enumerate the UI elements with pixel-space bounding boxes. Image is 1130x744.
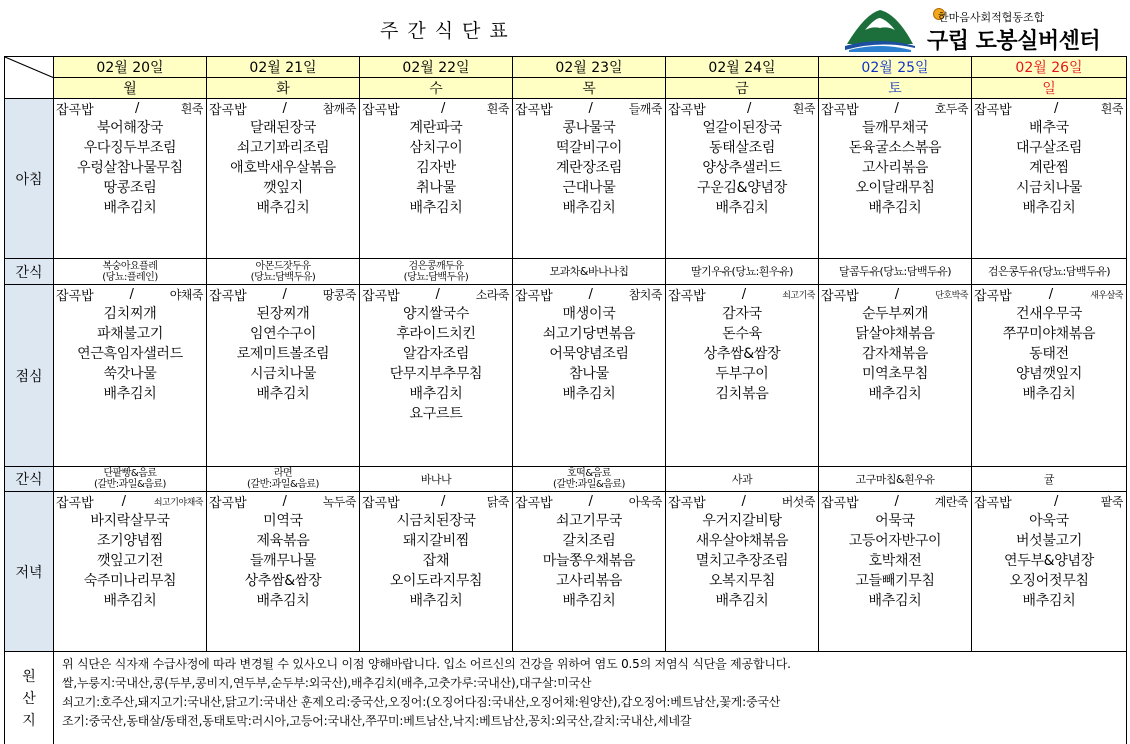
header [0, 0, 1130, 57]
dish-item: 배추김치 [256, 386, 310, 402]
snack-line: 달콤두유(당뇨:담백두유) [838, 265, 952, 278]
rice-line [972, 492, 1126, 511]
dish-item: 배추김치 [715, 593, 769, 609]
rice-label: 잡곡밥 [974, 496, 1012, 511]
date-cell: 02월 25일 [819, 57, 972, 78]
dish-item: 갈치조림 [562, 533, 616, 549]
dish-item: 상추쌈&쌈장 [244, 573, 322, 589]
dinner-cell [666, 492, 819, 652]
slash-separator: / [435, 287, 440, 302]
snack-line: (당뇨:플레인) [102, 271, 158, 283]
snack-cell [666, 467, 819, 492]
dish-item: 배추김치 [715, 200, 769, 216]
meal-label-lunch: 점심 [5, 285, 54, 467]
snack-line: 모과차&바나나칩 [549, 265, 629, 278]
rice-label: 잡곡밥 [362, 496, 400, 511]
dish-item: 들깨무나물 [249, 553, 317, 569]
snack-line: 사과 [731, 472, 753, 486]
meal-label-dinner: 저녁 [5, 492, 54, 652]
dish-item: 잡채 [422, 553, 450, 569]
dish-item: 연두부&양념장 [1004, 553, 1094, 569]
rice-label: 잡곡밥 [56, 289, 94, 304]
dish-item: 고등어자반구이 [848, 533, 942, 549]
dish-item: 고사리볶음 [861, 160, 929, 176]
dish-item: 멸치고추장조림 [695, 553, 789, 569]
rice-label: 잡곡밥 [515, 103, 553, 118]
slash-separator: / [741, 287, 747, 302]
porridge-label: 흰죽 [180, 102, 203, 116]
snack-cell [819, 467, 972, 492]
meal-label-snack-pm: 간식 [5, 467, 54, 492]
dish-item: 애호박새우살볶음 [230, 160, 336, 176]
dish-item: 배추김치 [409, 200, 463, 216]
weekday-cell: 일 [972, 78, 1127, 99]
slash-separator: / [741, 494, 746, 509]
dish-item: 북어해장국 [96, 120, 164, 136]
dish-item: 김치볶음 [715, 386, 769, 402]
dish-item: 마늘쫑우채볶음 [542, 553, 636, 569]
porridge-label: 새우살죽 [1090, 291, 1123, 301]
dish-item: 우거지갈비탕 [702, 513, 782, 529]
rice-line [207, 285, 359, 304]
dish-item: 상추쌈&쌈장 [703, 346, 781, 362]
rice-label: 잡곡밥 [209, 496, 247, 511]
origin-line: 조기:중국산,동태살/동태전,동태토막:러시아,고등어:국내산,쭈꾸미:베트남산,낙지:베트남산,꽁치:외국산,갈치:국내산,세네갈 [62, 714, 692, 728]
rice-line [666, 285, 818, 304]
dish-item: 구운김&양념장 [697, 180, 787, 196]
org-subtitle: 한마음사회적협동조합 [938, 11, 1045, 24]
dish-item: 시금치나물 [249, 366, 317, 382]
dish-item: 참나물 [569, 366, 609, 382]
dish-item: 계란파국 [409, 120, 463, 136]
porridge-label: 흰죽 [1100, 102, 1123, 116]
dish-item: 미역국 [263, 513, 303, 529]
snack-line: 검은콩깨두유 [408, 260, 464, 272]
slash-separator: / [588, 101, 593, 116]
dinner-cell [513, 492, 666, 652]
snack-line: (갈반:과일&음료) [94, 479, 166, 490]
dish-item: 시금치된장국 [396, 513, 476, 529]
snack-line: (당뇨:담백두유) [250, 271, 316, 283]
origin-label [5, 652, 54, 744]
dish-item: 어묵국 [875, 513, 915, 529]
rice-line [207, 492, 359, 511]
dish-item: 취나물 [416, 180, 456, 196]
date-cell: 02월 20일 [54, 57, 207, 78]
porridge-label: 야채죽 [169, 288, 203, 302]
snack-cell [360, 467, 513, 492]
dish-item: 깻잎지 [263, 180, 303, 196]
porridge-label: 버섯죽 [781, 495, 815, 509]
date-cell: 02월 22일 [360, 57, 513, 78]
weekday-cell: 목 [513, 78, 666, 99]
dish-item: 동태전 [1029, 346, 1069, 362]
dinner-cell [360, 492, 513, 652]
rice-line [54, 99, 206, 118]
porridge-label: 녹두죽 [322, 495, 356, 509]
origin-line: 쇠고기:호주산,돼지고기:국내산,닭고기:국내산 훈제오리:중국산,오징어:(오징어다짐:국내산,오징어채:원양산),갑오징어:베트남산,꽃게:중국산 [62, 695, 781, 709]
origin-notes [54, 652, 1127, 744]
dish-item: 계란장조림 [555, 160, 623, 176]
dish-item: 오징어젓무침 [1009, 573, 1089, 589]
dish-item: 김자반 [416, 160, 456, 176]
slash-separator: / [129, 287, 134, 302]
slash-separator: / [441, 494, 446, 509]
dish-item: 계란찜 [1029, 160, 1069, 176]
meal-label-snack-am: 간식 [5, 259, 54, 285]
dish-item: 배추김치 [256, 593, 310, 609]
rice-label: 잡곡밥 [56, 496, 94, 511]
slash-separator: / [441, 101, 446, 116]
dish-item: 배추김치 [103, 593, 157, 609]
porridge-label: 아욱죽 [628, 495, 662, 509]
dish-item: 된장찌개 [256, 306, 310, 322]
rice-label: 잡곡밥 [668, 103, 706, 118]
dish-item: 양념깻잎지 [1015, 366, 1083, 382]
weekly-menu-table [4, 56, 1127, 744]
porridge-label: 쇠고기야채죽 [153, 498, 203, 508]
weekday-cell: 화 [207, 78, 360, 99]
slash-separator: / [894, 494, 899, 509]
dish-item: 삼치구이 [409, 140, 463, 156]
porridge-label: 계란죽 [934, 495, 968, 509]
dish-item: 아욱국 [1029, 513, 1069, 529]
dish-item: 후라이드치킨 [396, 326, 476, 342]
dish-item: 배추김치 [1022, 593, 1076, 609]
rice-label: 잡곡밥 [668, 496, 706, 511]
slash-separator: / [1054, 101, 1059, 116]
dish-item: 깻잎고기전 [96, 553, 164, 569]
breakfast-cell [207, 99, 360, 259]
slash-separator: / [282, 287, 287, 302]
dish-item: 쭈꾸미야채볶음 [1002, 326, 1096, 342]
dish-item: 돈육굴소스볶음 [848, 140, 942, 156]
dish-item: 버섯불고기 [1015, 533, 1083, 549]
dinner-cell [54, 492, 207, 652]
lunch-cell [972, 285, 1127, 467]
dish-item: 양지쌀국수 [402, 306, 470, 322]
rice-line [513, 285, 665, 304]
snack-line: 아몬드잣두유 [255, 260, 311, 272]
snack-cell [54, 467, 207, 492]
snack-cell [972, 259, 1127, 285]
rice-line [513, 492, 665, 511]
porridge-label: 흰죽 [486, 102, 509, 116]
dish-item: 쇠고기당면볶음 [542, 326, 636, 342]
dish-item: 고사리볶음 [555, 573, 623, 589]
slash-separator: / [588, 287, 593, 302]
snack-cell [54, 259, 207, 285]
snack-line: 바나나 [420, 472, 452, 486]
dish-item: 연근흑임자샐러드 [77, 346, 183, 362]
rice-label: 잡곡밥 [209, 289, 247, 304]
dish-item: 임연수구이 [249, 326, 317, 342]
porridge-label: 흰죽 [792, 102, 815, 116]
dish-item: 동태살조림 [708, 140, 776, 156]
dish-item: 파채불고기 [96, 326, 164, 342]
meal-label-breakfast: 아침 [5, 99, 54, 259]
breakfast-cell [666, 99, 819, 259]
porridge-label: 참깨죽 [322, 102, 356, 116]
snack-cell [207, 259, 360, 285]
origin-line: 쌀,누룽지:국내산,콩(두부,콩비지,연두부,순두부:외국산),배추김치(배추,고춧가루:국내산),대구살:미국산 [62, 676, 592, 690]
dish-item: 땅콩조림 [103, 180, 157, 196]
snack-line: 라면 [273, 468, 293, 479]
rice-line [819, 492, 971, 511]
snack-line: 복숭아요플레 [102, 260, 158, 272]
slash-separator: / [135, 101, 140, 116]
snack-line: 호떡&음료 [567, 468, 611, 479]
dish-item: 로제미트볼조림 [236, 346, 330, 362]
snack-line: (갈반:과일&음료) [553, 479, 625, 490]
rice-line [666, 99, 818, 118]
slash-separator: / [894, 101, 899, 116]
dish-item: 배추김치 [409, 386, 463, 402]
dish-item: 김치찌개 [103, 306, 157, 322]
rice-label: 잡곡밥 [56, 103, 94, 118]
dish-item: 오이도라지무침 [389, 573, 483, 589]
porridge-label: 쇠고기죽 [782, 291, 815, 301]
rice-line [819, 285, 971, 304]
mountain-logo-icon [845, 6, 915, 52]
dish-item: 제육볶음 [256, 533, 310, 549]
rice-label: 잡곡밥 [974, 289, 1012, 304]
dish-item: 돼지갈비찜 [402, 533, 470, 549]
date-cell: 02월 24일 [666, 57, 819, 78]
snack-line: 고구마칩&흰우유 [855, 472, 935, 486]
dish-item: 우렁살참나물무침 [77, 160, 183, 176]
dish-item: 조기양념찜 [96, 533, 164, 549]
slash-separator: / [1054, 494, 1059, 509]
rice-line [54, 285, 206, 304]
snack-cell [207, 467, 360, 492]
dish-item: 배추김치 [868, 200, 922, 216]
dish-item: 배추김치 [103, 386, 157, 402]
dish-item: 미역초무침 [861, 366, 929, 382]
porridge-label: 땅콩죽 [322, 288, 356, 302]
rice-label: 잡곡밥 [362, 289, 400, 304]
breakfast-cell [513, 99, 666, 259]
rice-label: 잡곡밥 [362, 103, 400, 118]
lunch-cell [360, 285, 513, 467]
breakfast-cell [972, 99, 1127, 259]
rice-line [819, 99, 971, 118]
snack-line: 단팥빵&음료 [103, 468, 157, 479]
date-cell: 02월 21일 [207, 57, 360, 78]
snack-line: 귤 [1043, 472, 1055, 486]
dinner-cell [819, 492, 972, 652]
dish-item: 배추김치 [868, 386, 922, 402]
dish-item: 바지락살무국 [90, 513, 170, 529]
dish-item: 달래된장국 [249, 120, 317, 136]
lunch-cell [54, 285, 207, 467]
dish-item: 쑥갓나물 [103, 366, 157, 382]
dish-item: 우다징두부조림 [83, 140, 177, 156]
snack-line: (갈반:과일&음료) [247, 479, 319, 490]
lunch-cell [207, 285, 360, 467]
porridge-label: 소라죽 [475, 288, 509, 302]
slash-separator: / [282, 101, 287, 116]
dish-item: 매생이국 [562, 306, 616, 322]
rice-label: 잡곡밥 [515, 289, 553, 304]
dish-item: 배추김치 [103, 200, 157, 216]
snack-line: (당뇨:담백두유) [403, 271, 469, 283]
porridge-label: 팥죽 [1100, 495, 1123, 509]
rice-label: 잡곡밥 [821, 289, 859, 304]
corner-cell [5, 57, 54, 99]
dish-item: 쇠고기무국 [555, 513, 623, 529]
dish-item: 배추김치 [409, 593, 463, 609]
slash-separator: / [1048, 287, 1054, 302]
page-title: 주간식단표 [380, 20, 517, 42]
slash-separator: / [121, 494, 126, 509]
dish-item: 들깨무채국 [861, 120, 929, 136]
rice-label: 잡곡밥 [668, 289, 706, 304]
dish-item: 시금치나물 [1015, 180, 1083, 196]
dinner-cell [207, 492, 360, 652]
dish-item: 배추김치 [868, 593, 922, 609]
rice-line [972, 285, 1126, 304]
snack-cell [360, 259, 513, 285]
dish-item: 순두부찌개 [861, 306, 929, 322]
porridge-label: 호두죽 [934, 102, 968, 116]
dish-item: 요구르트 [409, 406, 463, 422]
origin-line: 위 식단은 식자재 수급사정에 따라 변경될 수 있사오니 이점 양해바랍니다. 입소 어르신의 건강을 위하여 염도 0.5의 저염식 식단을 제공합니다. [62, 657, 791, 671]
snack-cell [666, 259, 819, 285]
rice-label: 잡곡밥 [209, 103, 247, 118]
lunch-cell [666, 285, 819, 467]
slash-separator: / [747, 101, 752, 116]
slash-separator: / [894, 287, 900, 302]
dish-item: 배추김치 [256, 200, 310, 216]
rice-label: 잡곡밥 [821, 103, 859, 118]
dish-item: 알감자조림 [402, 346, 470, 362]
origin-label-text: 원산지 [22, 668, 36, 729]
dish-item: 건새우무국 [1015, 306, 1083, 322]
dish-item: 콩나물국 [562, 120, 616, 136]
rice-line [360, 492, 512, 511]
dinner-cell [972, 492, 1127, 652]
dish-item: 배추국 [1029, 120, 1069, 136]
dish-item: 어묵양념조림 [549, 346, 629, 362]
dish-item: 닭살야채볶음 [855, 326, 935, 342]
slash-separator: / [282, 494, 287, 509]
breakfast-cell [360, 99, 513, 259]
breakfast-cell [819, 99, 972, 259]
dish-item: 감자국 [722, 306, 762, 322]
snack-cell [513, 467, 666, 492]
weekday-cell: 월 [54, 78, 207, 99]
rice-line [360, 285, 512, 304]
dish-item: 감자채볶음 [861, 346, 929, 362]
dish-item: 새우살야채볶음 [695, 533, 789, 549]
snack-cell [972, 467, 1127, 492]
dish-item: 쇠고기꽈리조림 [236, 140, 330, 156]
dish-item: 숙주미나리무침 [83, 573, 177, 589]
dish-item: 얼갈이된장국 [702, 120, 782, 136]
dish-item: 대구살조림 [1015, 140, 1083, 156]
lunch-cell [819, 285, 972, 467]
dish-item: 두부구이 [715, 366, 769, 382]
lunch-cell [513, 285, 666, 467]
dish-item: 배추김치 [562, 200, 616, 216]
dish-item: 단무지부추무침 [389, 366, 483, 382]
rice-label: 잡곡밥 [974, 103, 1012, 118]
dish-item: 양상추샐러드 [702, 160, 782, 176]
date-cell: 02월 26일 [972, 57, 1127, 78]
rice-line [360, 99, 512, 118]
dish-item: 근대나물 [562, 180, 616, 196]
org-name: 구립 도봉실버센터 [927, 29, 1101, 54]
porridge-label: 단호박죽 [935, 291, 968, 301]
dish-item: 고들빼기무침 [855, 573, 935, 589]
dish-item: 호박채전 [868, 553, 922, 569]
snack-cell [819, 259, 972, 285]
rice-line [54, 492, 206, 511]
dish-item: 배추김치 [562, 593, 616, 609]
porridge-label: 닭죽 [486, 495, 509, 509]
rice-line [513, 99, 665, 118]
snack-line: 검은콩두유(당뇨:담백두유) [987, 265, 1111, 278]
dish-item: 배추김치 [562, 386, 616, 402]
rice-line [972, 99, 1126, 118]
snack-cell [513, 259, 666, 285]
breakfast-cell [54, 99, 207, 259]
slash-separator: / [588, 494, 593, 509]
weekday-cell: 수 [360, 78, 513, 99]
weekday-cell: 토 [819, 78, 972, 99]
dish-item: 배추김치 [1022, 200, 1076, 216]
date-cell: 02월 23일 [513, 57, 666, 78]
porridge-label: 들깨죽 [628, 102, 662, 116]
rice-line [207, 99, 359, 118]
dish-item: 배추김치 [1022, 386, 1076, 402]
rice-label: 잡곡밥 [821, 496, 859, 511]
dish-item: 오복지무침 [708, 573, 776, 589]
weekday-cell: 금 [666, 78, 819, 99]
rice-label: 잡곡밥 [515, 496, 553, 511]
porridge-label: 참치죽 [628, 288, 662, 302]
dish-item: 돈수육 [722, 326, 762, 342]
rice-line [666, 492, 818, 511]
dish-item: 떡갈비구이 [555, 140, 623, 156]
snack-line: 딸기우유(당뇨:흰우유) [691, 265, 793, 278]
dish-item: 오이달래무침 [855, 180, 935, 196]
